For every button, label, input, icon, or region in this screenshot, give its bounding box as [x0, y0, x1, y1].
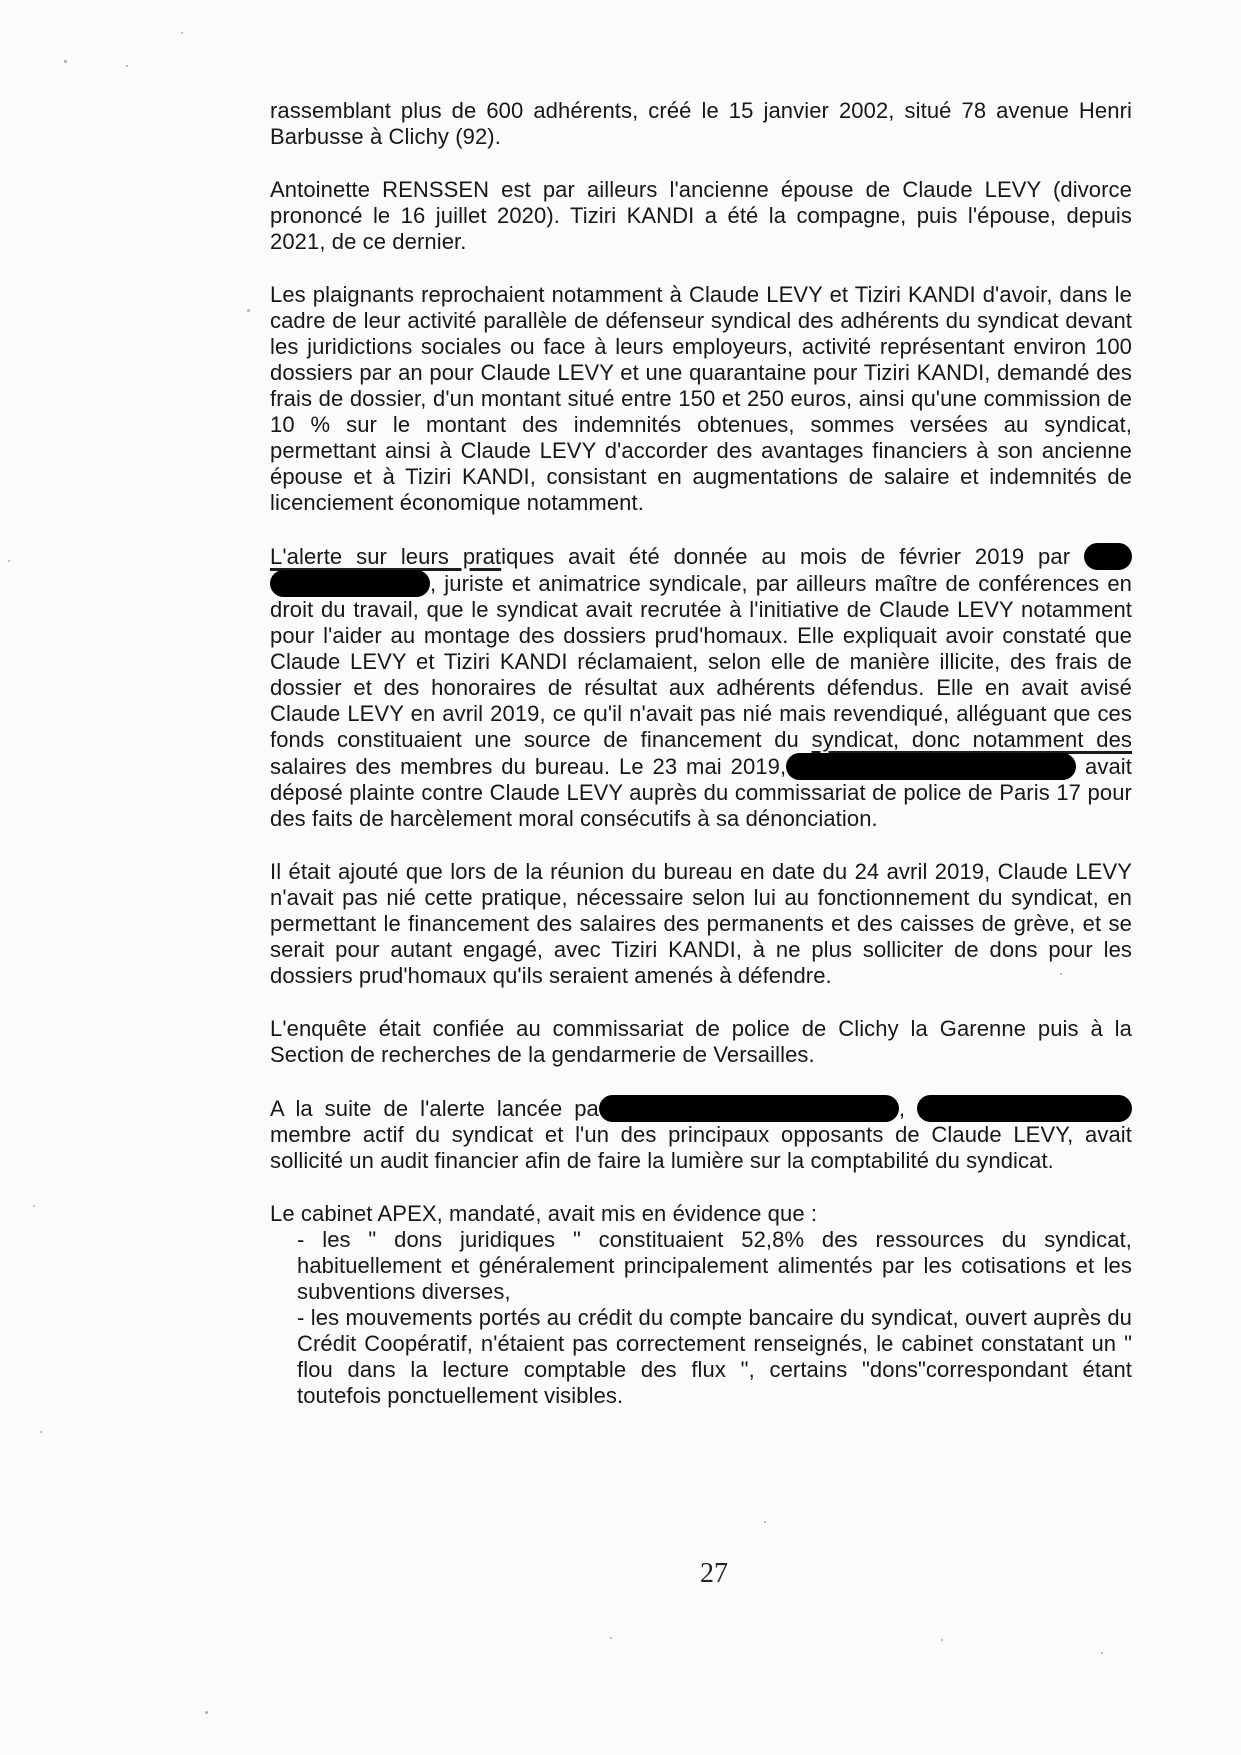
list-item-dons-juridiques: - les " dons juridiques " constituaient 52,8% des ressources du syndicat, habituellement et généralement principalement alimentés par les cotisations et les subventions diverses,: [297, 1227, 1132, 1304]
scan-speck: [8, 560, 10, 562]
pen-underline: L'alerte sur leurs prat: [270, 544, 502, 569]
paragraph-plaignants: Les plaignants reprochaient notamment à Claude LEVY et Tiziri KANDI d'avoir, dans le cadre de leur activité parallèle de défenseur syndical des adhérents du syndicat devant les juridictions sociales ou face à leurs employeurs, activité représentant environ 100 dossiers par an pour Claude LEVY et une quarantaine pour Tiziri KANDI, demandé des frais de dossier, d'un montant situé entre 150 et 250 euros, ainsi qu'une commission de 10 % sur le montant des indemnités obtenues, sommes versées au syndicat, permettant ainsi à Claude LEVY d'accorder des avantages financiers à son ancienne épouse et à Tiziri KANDI, consistant en augmentations de salaire et indemnités de licenciement économique notamment.: [270, 282, 1132, 515]
paragraph-reunion-bureau: Il était ajouté que lors de la réunion du bureau en date du 24 avril 2019, Claude LEVY n'avait pas nié cette pratique, nécessaire selon lui au fonctionnement du syndicat, en permettant le financement des salaires des permanents et des caisses de grève, et se serait pour autant engagé, avec Tiziri KANDI, à ne plus solliciter de dons pour les dossiers prud'homaux qu'ils seraient amenés à défendre.: [270, 859, 1132, 988]
paragraph-audit: A la suite de l'alerte lancée pa , membre actif du syndicat et l'un des principaux opposants de Claude LEVY, avait sollicité un audit financier afin de faire la lumière sur la comptabilité du syndicat.: [270, 1096, 1132, 1173]
scan-speck: [126, 65, 128, 67]
scan-speck: [1101, 1652, 1103, 1654]
pen-underline: syndicat, donc notamment des: [811, 727, 1133, 752]
page-number: 27: [700, 1558, 728, 1589]
paragraph-renssen: Antoinette RENSSEN est par ailleurs l'ancienne épouse de Claude LEVY (divorce prononcé le 16 juillet 2020). Tiziri KANDI a été la compagne, puis l'épouse, depuis 2021, de ce dernier.: [270, 177, 1132, 254]
paragraph-enquete: L'enquête était confiée au commissariat de police de Clichy la Garenne puis à la Section de recherches de la gendarmerie de Versailles.: [270, 1016, 1132, 1067]
redaction-box: [270, 570, 430, 597]
scan-speck: [764, 1521, 766, 1523]
redaction-box: [917, 1095, 1132, 1122]
scan-speck: [941, 1639, 943, 1641]
text-block: [270, 98, 1132, 1436]
list-item-mouvements-bancaires: - les mouvements portés au crédit du compte bancaire du syndicat, ouvert auprès du Crédit Coopératif, n'étaient pas correctement renseignés, le cabinet constatant un " flou dans la lecture comptable des flux ", certains "dons"correspondant étant toutefois ponctuellement visibles.: [297, 1305, 1132, 1408]
redaction-box: [786, 753, 1076, 780]
scan-speck: [40, 1431, 42, 1433]
scan-speck: [64, 60, 67, 63]
redaction-box: [599, 1095, 899, 1122]
scan-speck: [33, 1205, 35, 1207]
redaction-box: [1084, 543, 1132, 570]
paragraph-alerte: L'alerte sur leurs pratiques avait été donnée au mois de février 2019 par , juriste et animatrice syndicale, par ailleurs maître de conférences en droit du travail, que le syndicat avait recrutée à l'initiative de Claude LEVY notamment pour l'aider au montage des dossiers prud'homaux. Elle expliquait avoir constaté que Claude LEVY et Tiziri KANDI réclamaient, selon elle de manière illicite, des frais de dossier et des honoraires de résultat aux adhérents défendus. Elle en avait avisé Claude LEVY en avril 2019, ce qu'il n'avait pas nié mais revendiqué, alléguant que ces fonds constituaient une source de financement du syndicat, donc notamment des salaires des membres du bureau. Le 23 mai 2019, avait déposé plainte contre Claude LEVY auprès du commissariat de police de Paris 17 pour des faits de harcèlement moral consécutifs à sa dénonciation.: [270, 544, 1133, 831]
scan-speck: [610, 1637, 612, 1639]
scan-speck: [205, 1711, 208, 1714]
paragraph-intro: rassemblant plus de 600 adhérents, créé le 15 janvier 2002, situé 78 avenue Henri Barbusse à Clichy (92).: [270, 98, 1132, 149]
paragraph-apex-heading: Le cabinet APEX, mandaté, avait mis en évidence que :: [270, 1201, 818, 1226]
scan-speck: [1060, 973, 1062, 975]
scan-speck: [181, 32, 183, 34]
scan-speck: [247, 309, 250, 312]
